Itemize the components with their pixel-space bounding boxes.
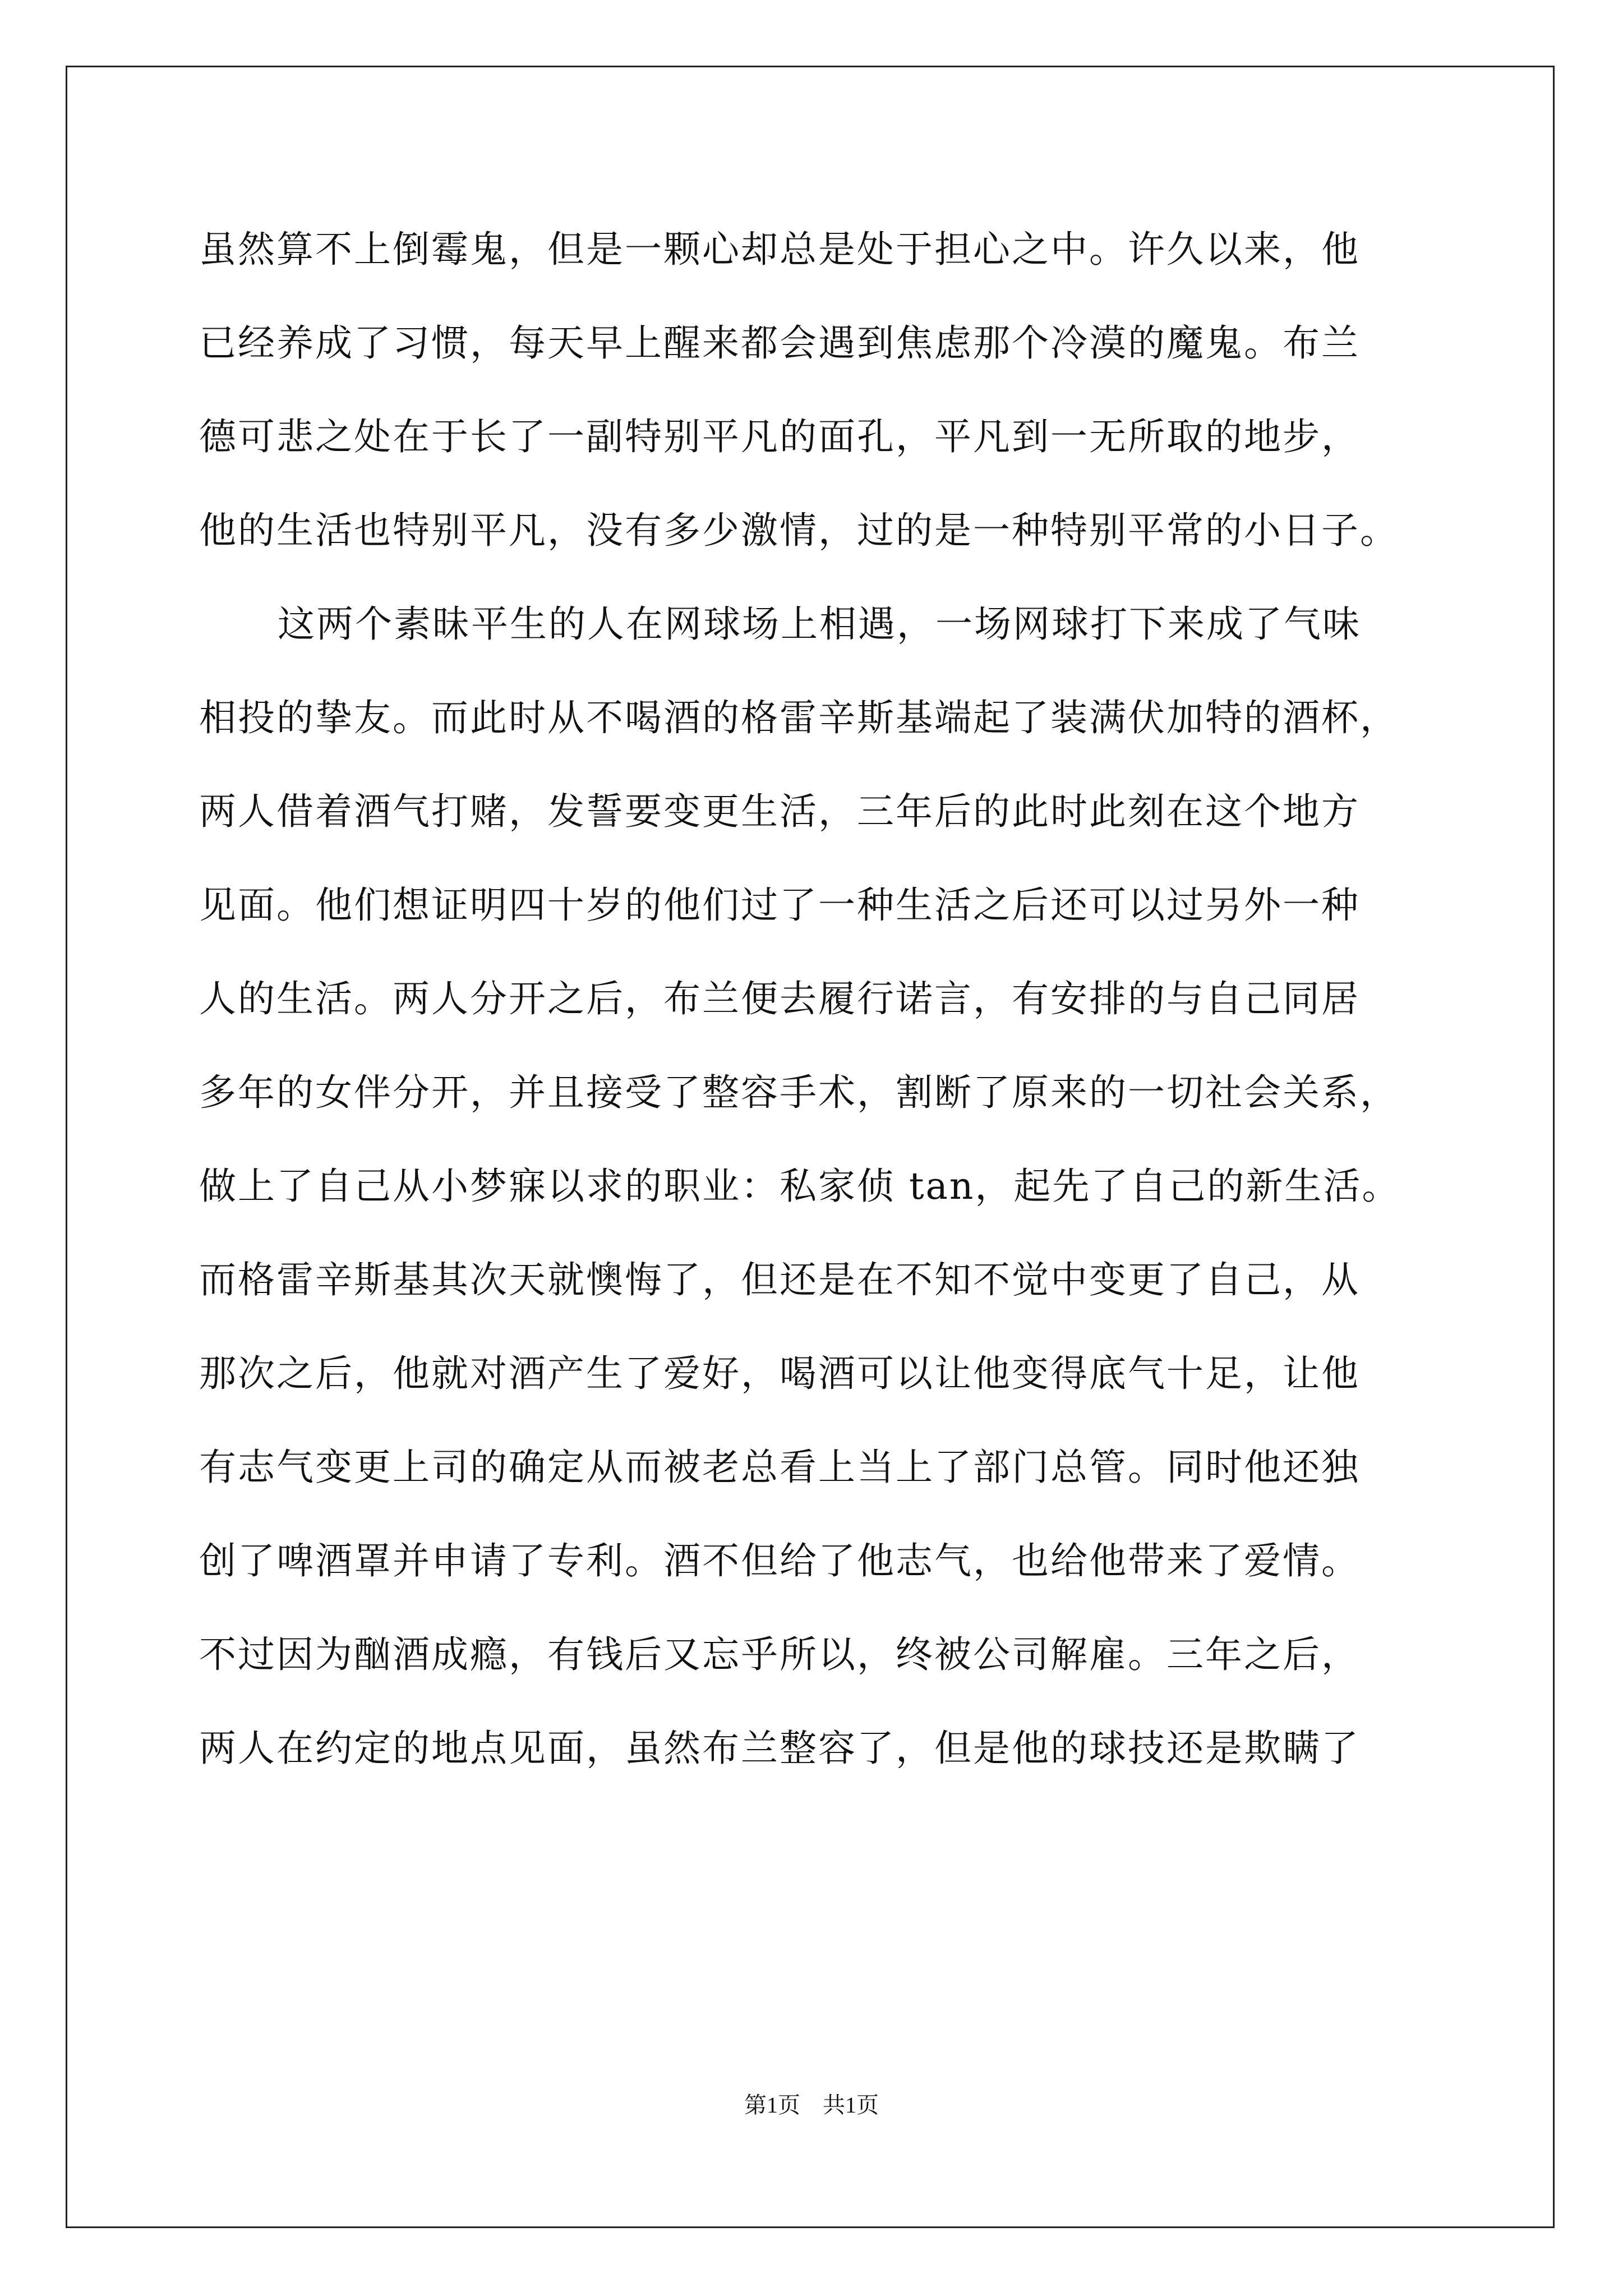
text-line-11: 做上了自己从小梦寐以求的职业：私家侦 tan，起先了自己的新生活。 [199, 1165, 1401, 1208]
text-line-4: 他的生活也特别平凡，没有多少激情，过的是一种特别平常的小日子。 [199, 509, 1399, 552]
text-line-5-paragraph-start: 这两个素昧平生的人在网球场上相遇，一场网球打下来成了气味 [278, 602, 1361, 646]
text-line-15: 创了啤酒罩并申请了专利。酒不但给了他志气，也给他带来了爱情。 [199, 1539, 1360, 1582]
page-number-footer: 第1页 共1页 [744, 2092, 879, 2118]
text-line-14: 有志气变更上司的确定从而被老总看上当上了部门总管。同时他还独 [199, 1446, 1360, 1489]
text-line-7: 两人借着酒气打赌，发誓要变更生活，三年后的此时此刻在这个地方 [199, 790, 1360, 833]
text-line-16: 不过因为酗酒成瘾，有钱后又忘乎所以，终被公司解雇。三年之后， [199, 1633, 1360, 1676]
text-line-17: 两人在约定的地点见面，虽然布兰整容了，但是他的球技还是欺瞒了 [199, 1727, 1360, 1770]
text-line-8: 见面。他们想证明四十岁的他们过了一种生活之后还可以过另外一种 [199, 884, 1360, 927]
text-line-2: 已经养成了习惯，每天早上醒来都会遇到焦虑那个冷漠的魔鬼。布兰 [199, 321, 1360, 365]
text-line-1: 虽然算不上倒霉鬼，但是一颗心却总是处于担心之中。许久以来，他 [199, 228, 1360, 271]
text-line-6: 相投的挚友。而此时从不喝酒的格雷辛斯基端起了装满伏加特的酒杯， [199, 696, 1399, 739]
text-line-9: 人的生活。两人分开之后，布兰便去履行诺言，有安排的与自己同居 [199, 977, 1360, 1020]
document-body [199, 216, 1455, 1809]
text-line-13: 那次之后，他就对酒产生了爱好，喝酒可以让他变得底气十足，让他 [199, 1352, 1360, 1395]
text-line-12: 而格雷辛斯基其次天就懊悔了，但还是在不知不觉中变更了自己，从 [199, 1258, 1360, 1301]
text-line-10: 多年的女伴分开，并且接受了整容手术，割断了原来的一切社会关系， [199, 1071, 1399, 1114]
text-line-3: 德可悲之处在于长了一副特别平凡的面孔，平凡到一无所取的地步， [199, 415, 1360, 458]
